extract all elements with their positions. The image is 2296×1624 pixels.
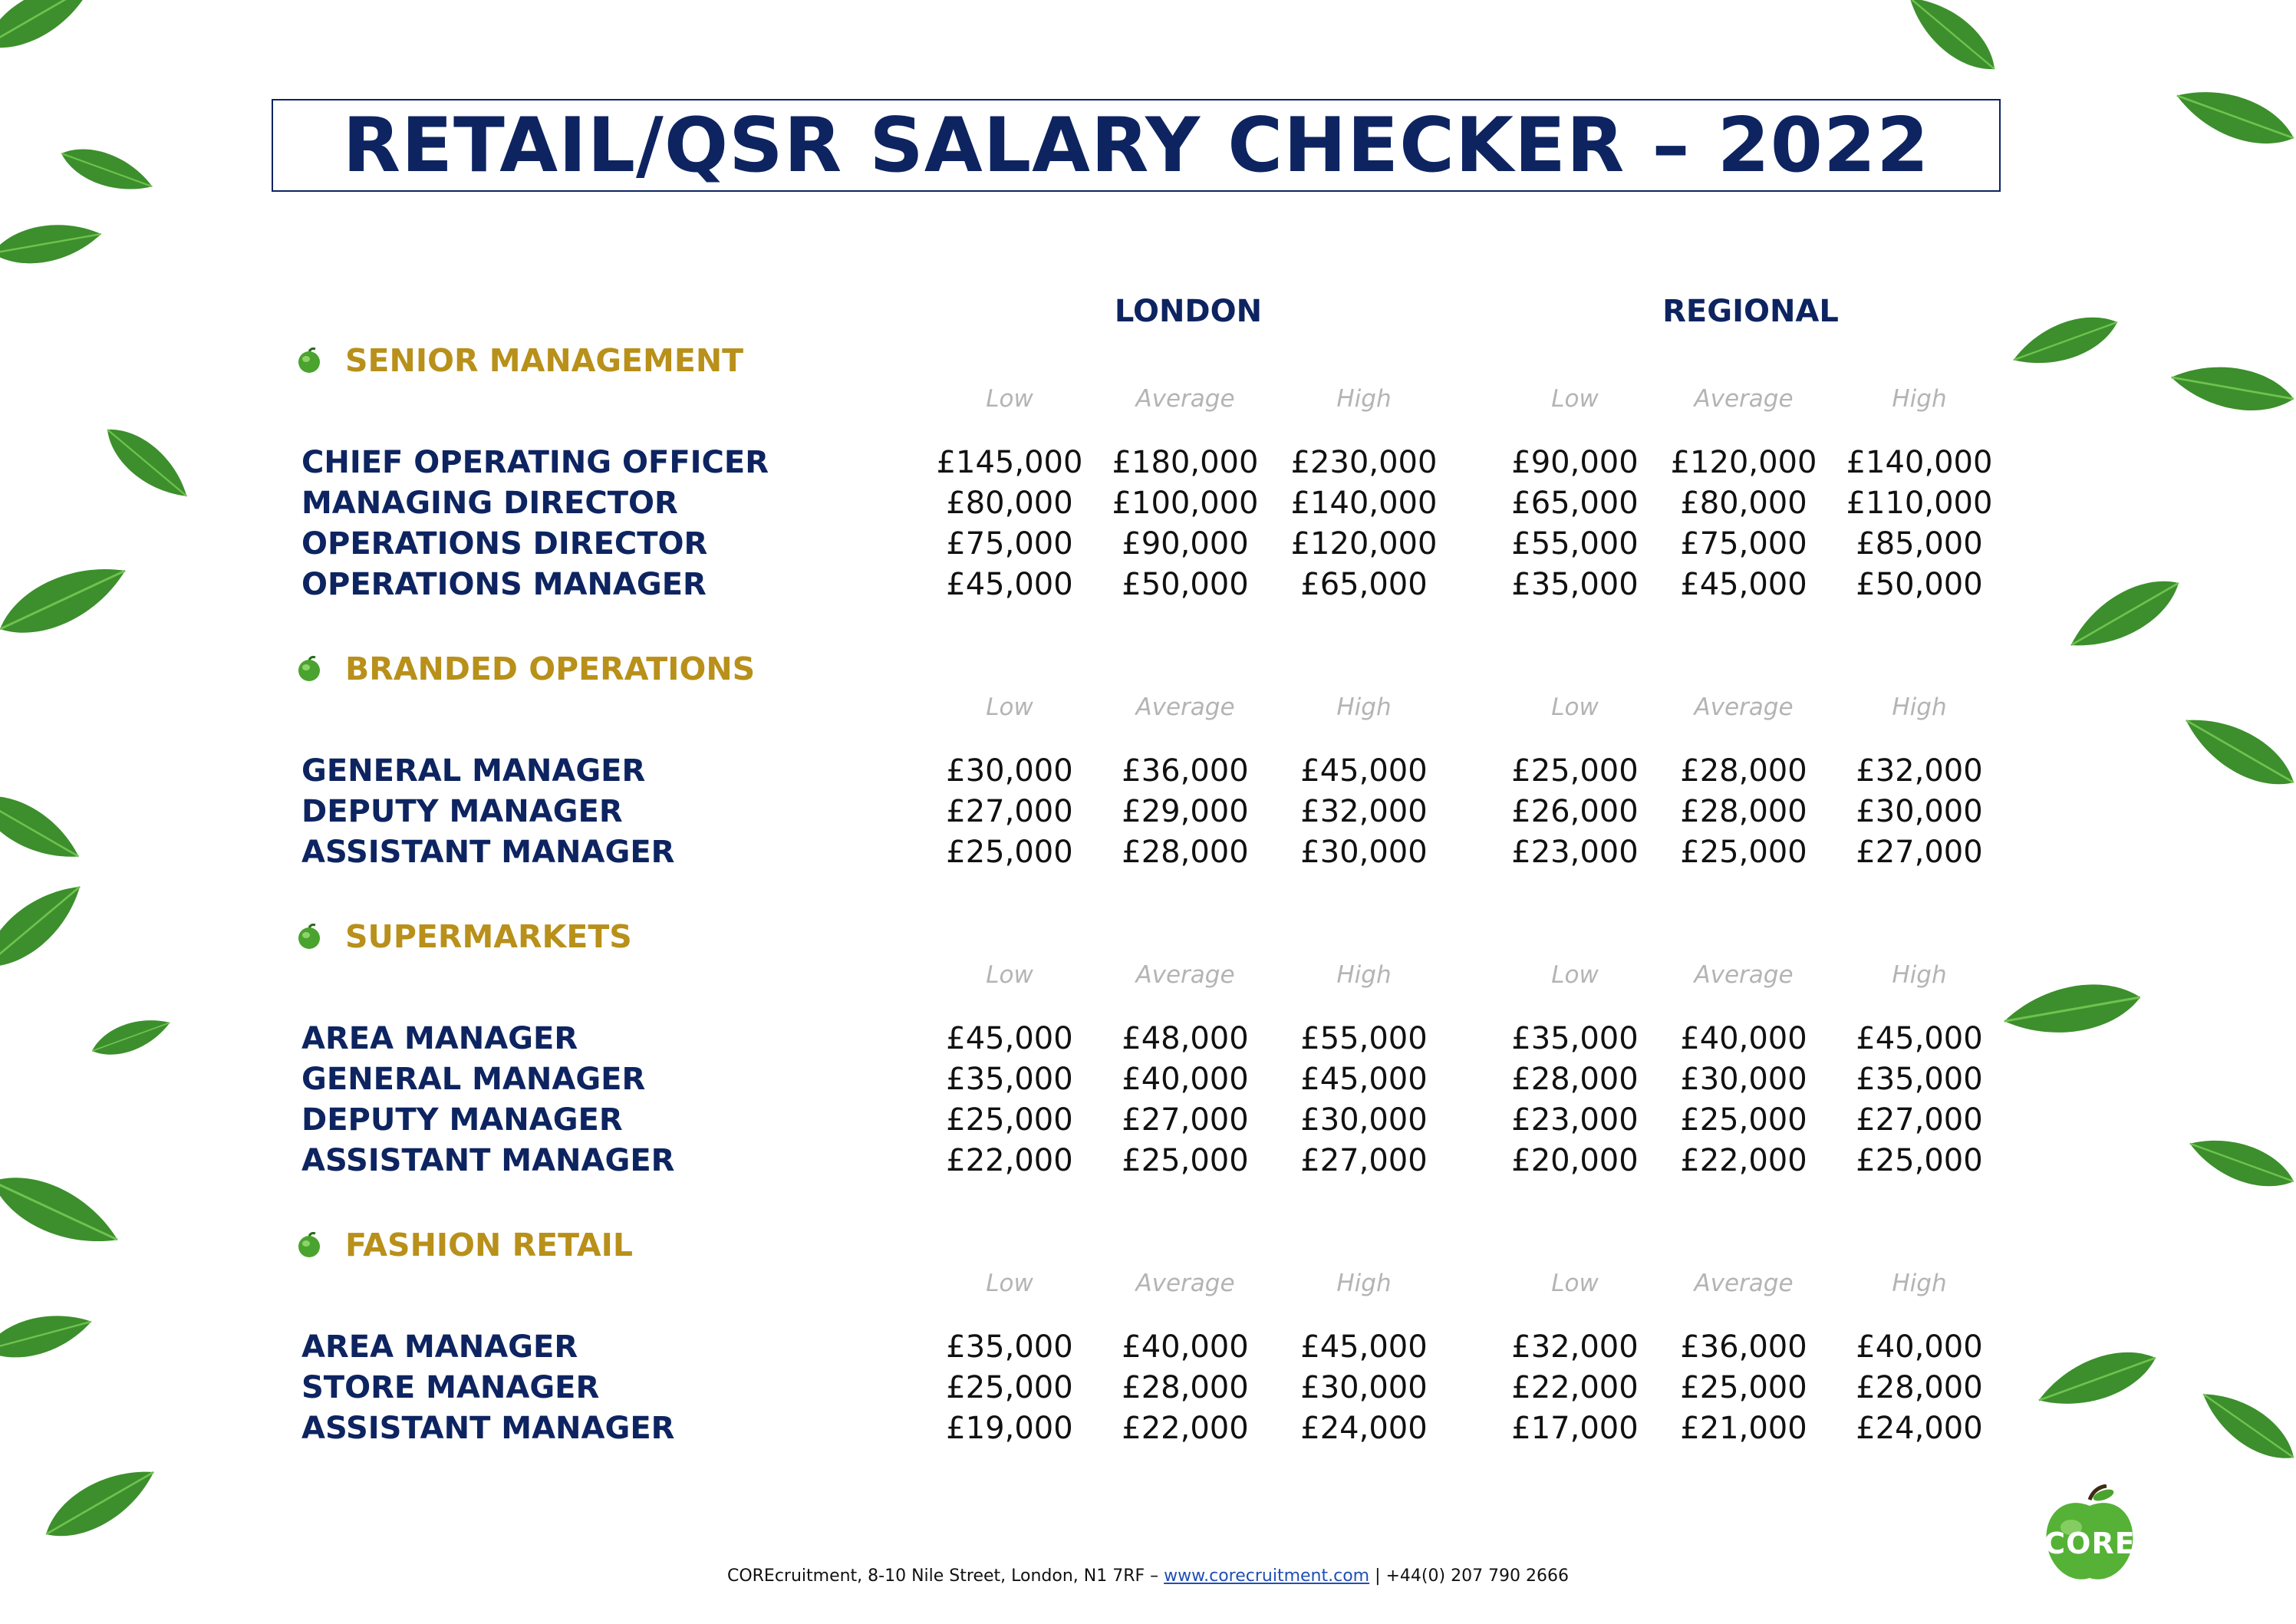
regional-low: £20,000 [1511,1143,1639,1178]
table-row [0,1408,2296,1449]
regional-average: £30,000 [1680,1062,1807,1097]
role-label: ASSISTANT MANAGER [301,1411,675,1446]
london-low: £75,000 [946,526,1073,562]
column-header-high: High [1892,385,1947,413]
london-low: £35,000 [946,1329,1073,1365]
column-header-average: Average [1135,385,1235,413]
regional-average: £22,000 [1680,1143,1807,1178]
table-row [0,1327,2296,1368]
regional-average: £21,000 [1680,1411,1807,1446]
section-title [296,918,632,955]
regional-low: £65,000 [1511,486,1639,521]
role-label: DEPUTY MANAGER [301,1102,623,1138]
table-row [0,1141,2296,1181]
regional-high: £27,000 [1856,1102,1983,1138]
column-header-low: Low [1551,1270,1599,1297]
london-average: £90,000 [1122,526,1249,562]
role-label: GENERAL MANAGER [301,1062,646,1097]
regional-high: £27,000 [1856,835,1983,870]
london-average: £180,000 [1112,445,1259,480]
london-average: £100,000 [1112,486,1259,521]
column-header-low: Low [986,385,1033,413]
london-high: £45,000 [1300,1329,1428,1365]
regional-high: £24,000 [1856,1411,1983,1446]
regional-low: £17,000 [1511,1411,1639,1446]
london-average: £27,000 [1122,1102,1249,1138]
london-low: £45,000 [946,1021,1073,1056]
section-title-label: BRANDED OPERATIONS [345,651,756,687]
region-header-regional: REGIONAL [1662,294,1839,329]
section-title-label: SENIOR MANAGEMENT [345,342,744,379]
regional-low: £23,000 [1511,1102,1639,1138]
london-low: £19,000 [946,1411,1073,1446]
section-title-label: SUPERMARKETS [345,918,632,955]
footer [0,1566,2296,1586]
london-low: £25,000 [946,1370,1073,1405]
table-row [0,792,2296,832]
role-label: ASSISTANT MANAGER [301,835,675,870]
regional-low: £90,000 [1511,445,1639,480]
london-low: £80,000 [946,486,1073,521]
regional-low: £55,000 [1511,526,1639,562]
column-header-average: Average [1694,385,1794,413]
london-high: £27,000 [1300,1143,1428,1178]
regional-low: £25,000 [1511,753,1639,789]
apple-bullet-icon [296,348,322,374]
column-header-high: High [1336,385,1392,413]
london-average: £40,000 [1122,1062,1249,1097]
column-header-high: High [1892,693,1947,721]
london-average: £48,000 [1122,1021,1249,1056]
london-high: £55,000 [1300,1021,1428,1056]
role-label: AREA MANAGER [301,1021,578,1056]
regional-low: £23,000 [1511,835,1639,870]
regional-average: £45,000 [1680,567,1807,602]
london-average: £40,000 [1122,1329,1249,1365]
column-header-low: Low [986,1270,1033,1297]
role-label: MANAGING DIRECTOR [301,486,678,521]
london-high: £30,000 [1300,835,1428,870]
section-title [296,1227,633,1263]
london-high: £30,000 [1300,1370,1428,1405]
footer-address: COREcruitment, 8-10 Nile Street, London, N1 7RF – [726,1566,1164,1586]
london-low: £22,000 [946,1143,1073,1178]
london-high: £24,000 [1300,1411,1428,1446]
london-average: £29,000 [1122,794,1249,829]
london-low: £145,000 [936,445,1083,480]
regional-high: £30,000 [1856,794,1983,829]
london-high: £65,000 [1300,567,1428,602]
regional-average: £28,000 [1680,794,1807,829]
regional-low: £26,000 [1511,794,1639,829]
regional-average: £25,000 [1680,1370,1807,1405]
london-high: £32,000 [1300,794,1428,829]
regional-average: £28,000 [1680,753,1807,789]
column-header-average: Average [1135,1270,1235,1297]
london-average: £22,000 [1122,1411,1249,1446]
column-header-low: Low [1551,385,1599,413]
regional-low: £28,000 [1511,1062,1639,1097]
role-label: AREA MANAGER [301,1329,578,1365]
column-header-high: High [1336,693,1392,721]
regional-high: £35,000 [1856,1062,1983,1097]
column-header-average: Average [1694,961,1794,989]
regional-high: £25,000 [1856,1143,1983,1178]
regional-low: £22,000 [1511,1370,1639,1405]
london-high: £45,000 [1300,1062,1428,1097]
regional-high: £45,000 [1856,1021,1983,1056]
regional-high: £85,000 [1856,526,1983,562]
table-row [0,1368,2296,1408]
regional-average: £120,000 [1670,445,1817,480]
table-row [0,524,2296,565]
regional-low: £35,000 [1511,1021,1639,1056]
regional-average: £25,000 [1680,835,1807,870]
role-label: DEPUTY MANAGER [301,794,623,829]
section-title [296,651,755,687]
table-row [0,751,2296,792]
region-header-london: LONDON [1114,294,1263,329]
column-header-high: High [1336,961,1392,989]
london-low: £25,000 [946,835,1073,870]
table-row [0,483,2296,524]
london-low: £27,000 [946,794,1073,829]
column-header-low: Low [986,693,1033,721]
column-header-average: Average [1694,1270,1794,1297]
role-label: OPERATIONS DIRECTOR [301,526,708,562]
role-label: OPERATIONS MANAGER [301,567,707,602]
role-label: STORE MANAGER [301,1370,600,1405]
role-label: ASSISTANT MANAGER [301,1143,675,1178]
london-low: £35,000 [946,1062,1073,1097]
london-average: £36,000 [1122,753,1249,789]
london-low: £30,000 [946,753,1073,789]
london-high: £140,000 [1290,486,1438,521]
role-label: CHIEF OPERATING OFFICER [301,445,769,480]
regional-high: £140,000 [1846,445,1993,480]
footer-website-link[interactable]: www.corecruitment.com [1164,1566,1370,1586]
regional-low: £32,000 [1511,1329,1639,1365]
london-average: £28,000 [1122,1370,1249,1405]
apple-bullet-icon [296,656,322,682]
section-title [296,342,743,379]
table-row [0,565,2296,605]
regional-average: £36,000 [1680,1329,1807,1365]
regional-average: £25,000 [1680,1102,1807,1138]
role-label: GENERAL MANAGER [301,753,646,789]
regional-high: £110,000 [1846,486,1993,521]
page-title: RETAIL/QSR SALARY CHECKER – 2022 [342,101,1930,189]
london-average: £28,000 [1122,835,1249,870]
london-high: £45,000 [1300,753,1428,789]
regional-low: £35,000 [1511,567,1639,602]
column-header-low: Low [1551,961,1599,989]
apple-bullet-icon [296,924,322,950]
london-low: £45,000 [946,567,1073,602]
regional-high: £40,000 [1856,1329,1983,1365]
regional-high: £28,000 [1856,1370,1983,1405]
table-row [0,1019,2296,1059]
regional-average: £40,000 [1680,1021,1807,1056]
column-header-high: High [1892,961,1947,989]
logo-text: CORE [2044,1527,2136,1560]
table-row [0,443,2296,483]
london-average: £25,000 [1122,1143,1249,1178]
footer-phone: | +44(0) 207 790 2666 [1369,1566,1570,1586]
table-row [0,1059,2296,1100]
title-box [272,99,2001,192]
column-header-average: Average [1135,961,1235,989]
apple-bullet-icon [296,1232,322,1258]
column-header-low: Low [986,961,1033,989]
regional-high: £50,000 [1856,567,1983,602]
table-row [0,1100,2296,1141]
section-title-label: FASHION RETAIL [345,1227,634,1263]
regional-average: £80,000 [1680,486,1807,521]
column-header-high: High [1892,1270,1947,1297]
table-row [0,832,2296,873]
regional-high: £32,000 [1856,753,1983,789]
london-average: £50,000 [1122,567,1249,602]
regional-average: £75,000 [1680,526,1807,562]
column-header-low: Low [1551,693,1599,721]
column-header-high: High [1336,1270,1392,1297]
london-low: £25,000 [946,1102,1073,1138]
london-high: £230,000 [1290,445,1438,480]
london-high: £120,000 [1290,526,1438,562]
column-header-average: Average [1135,693,1235,721]
london-high: £30,000 [1300,1102,1428,1138]
column-header-average: Average [1694,693,1794,721]
